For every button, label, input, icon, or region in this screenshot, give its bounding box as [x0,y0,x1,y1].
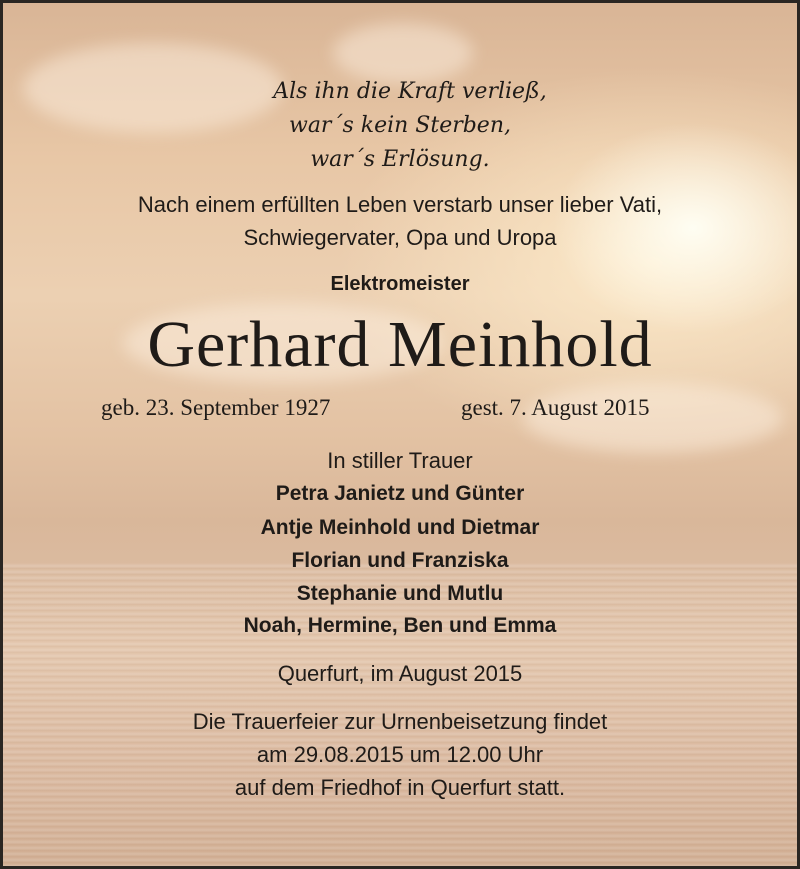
mourner-name: Noah, Hermine, Ben und Emma [243,614,557,637]
death-date: gest. 7. August 2015 [461,395,650,420]
intro-line-1: Nach einem erfüllten Leben verstarb unser lieber Vati, [137,192,663,217]
mourner-name: Petra Janietz und Günter [275,482,525,505]
mourners-heading: In stiller Trauer [327,448,473,473]
birth-date: geb. 23. September 1927 [101,395,331,420]
funeral-line-3: auf dem Friedhof in Querfurt statt. [234,775,566,800]
quote-line-1: Als ihn die Kraft verließ, [273,79,547,104]
quote-line-3: war´s Erlösung. [310,147,490,172]
life-dates [3,395,797,425]
mourner-name: Florian und Franziska [291,549,509,572]
quote-line-2: war´s kein Sterben, [288,113,511,138]
deceased-name: Gerhard Meinhold [147,308,653,381]
mourner-name: Stephanie und Mutlu [296,582,504,605]
deceased-title: Elektromeister [330,273,470,295]
place-date: Querfurt, im August 2015 [277,661,523,686]
mourner-name: Antje Meinhold und Dietmar [260,516,540,539]
intro-line-2: Schwiegervater, Opa und Uropa [243,225,557,250]
background-cloud [333,23,473,83]
funeral-line-2: am 29.08.2015 um 12.00 Uhr [256,742,544,767]
funeral-line-1: Die Trauerfeier zur Urnenbeisetzung findet [192,709,608,734]
